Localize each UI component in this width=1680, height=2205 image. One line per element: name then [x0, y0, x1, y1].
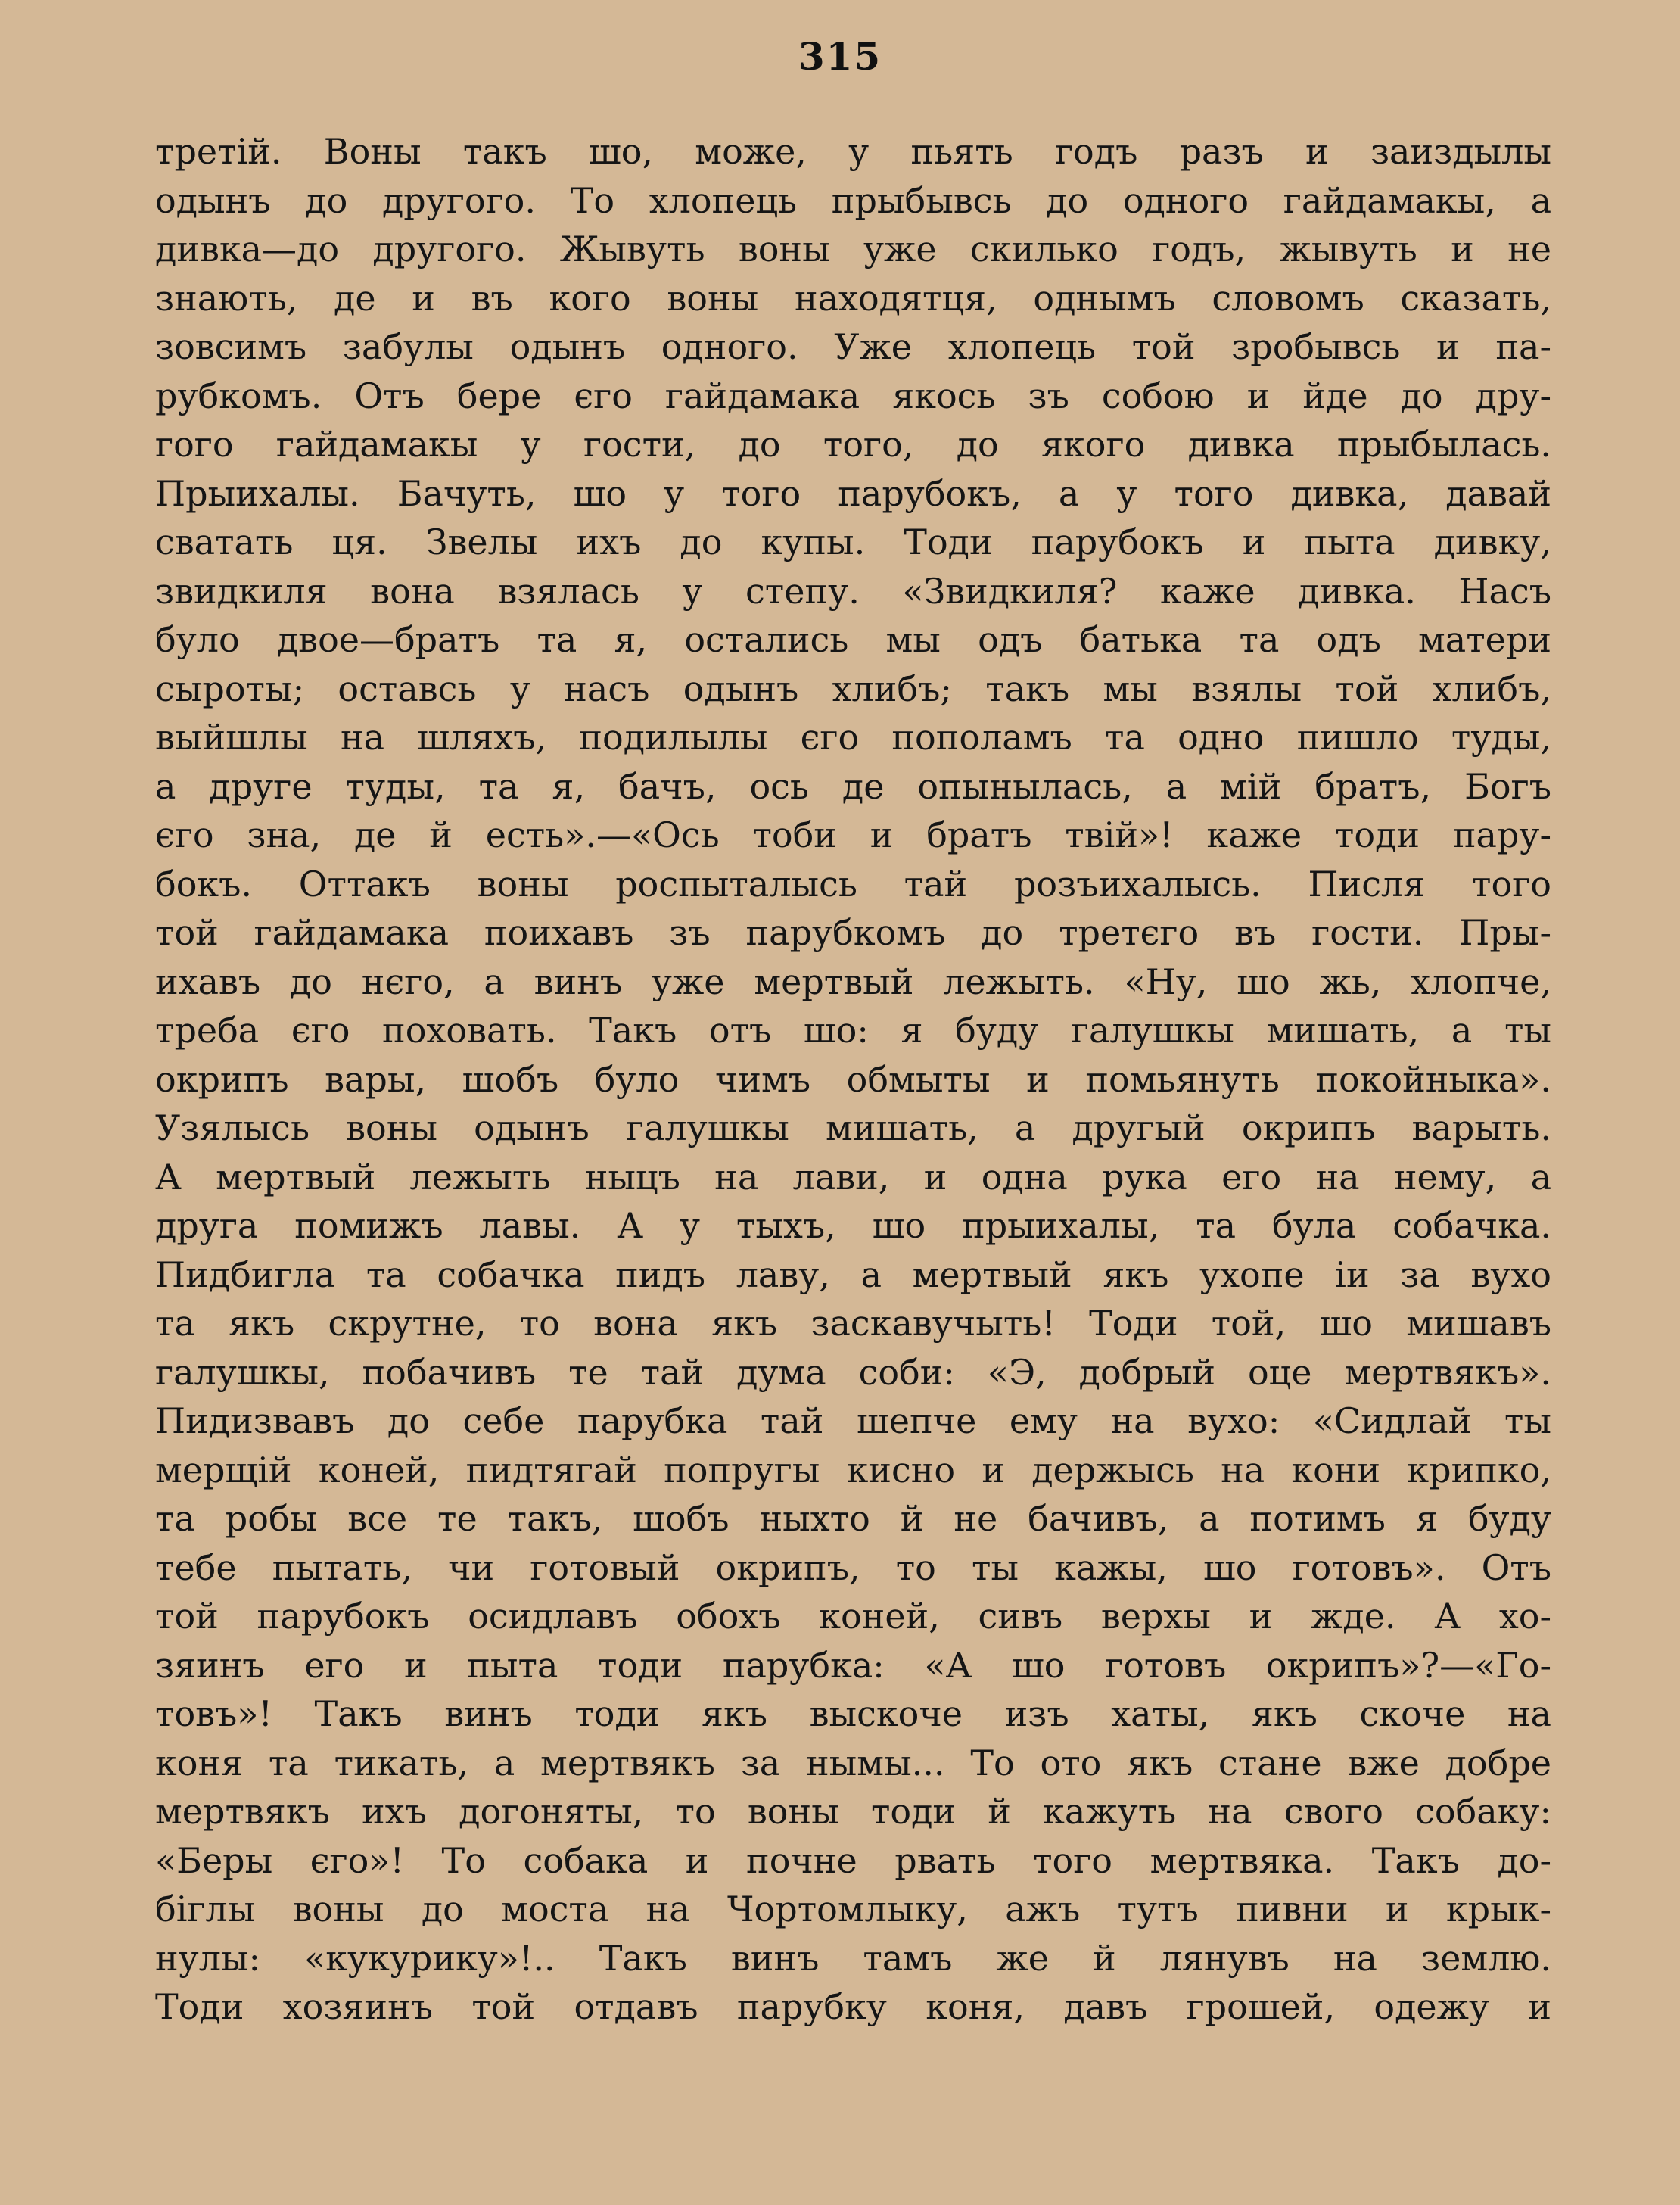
page-number: 315: [798, 34, 882, 79]
text-line: коня та тикать, а мертвякъ за нымы... То ото якъ стане вже добре: [155, 1742, 1551, 1783]
text-line: зовсимъ забулы одынъ одного. Уже хлопець той зробывсь и па-: [155, 326, 1551, 367]
text-line: зяинъ его и пыта тоди парубка: «А шо готовъ окрипъ»?—«Го-: [155, 1644, 1551, 1686]
text-line: «Беры єго»! То собака и почне рвать того мертвяка. Такъ до-: [155, 1839, 1551, 1881]
text-line: тебе пытать, чи готовый окрипъ, то ты кажы, шо готовъ». Отъ: [155, 1546, 1551, 1588]
text-line: бiглы воны до моста на Чортомлыку, ажъ тутъ пивни и крык-: [155, 1889, 1551, 1929]
text-line: нулы: «кукурику»!.. Такъ винъ тамъ же й лянувъ на землю.: [155, 1937, 1551, 1979]
text-line: ихавъ до нєго, а винъ уже мертвый лежыть. «Ну, шо жь, хлопче,: [155, 961, 1551, 1002]
text-line: мерщій коней, пидтягай попругы кисно и держысь на кони крипко,: [155, 1449, 1551, 1490]
text-line: выйшлы на шляхъ, подилылы єго пополамъ та одно пишло туды,: [155, 717, 1551, 758]
text-line: сыроты; оставсь у насъ одынъ хлибъ; такъ мы взялы той хлибъ,: [155, 668, 1551, 709]
text-line: мертвякъ ихъ догоняты, то воны тоди й кажуть на свого собаку:: [155, 1791, 1551, 1832]
text-line: галушкы, побачивъ те тай дума соби: «Э, добрый оце мертвякъ».: [155, 1351, 1551, 1393]
body-text: [155, 127, 1551, 2032]
text-line: звидкиля вона взялась у степу. «Звидкиля? каже дивка. Насъ: [155, 570, 1551, 612]
text-line: той гайдамака поихавъ зъ парубкомъ до третєго въ гости. Пры-: [155, 912, 1551, 953]
text-line: А мертвый лежыть ныцъ на лави, и одна рука его на нему, а: [155, 1156, 1551, 1197]
text-line: єго зна, де й есть».—«Ось тоби и братъ твій»! каже тоди пару-: [155, 814, 1551, 855]
text-line: Узялысь воны одынъ галушкы мишать, а другый окрипъ варыть.: [155, 1107, 1551, 1148]
text-line: бокъ. Оттакъ воны роспыталысь тай розъихалысь. Писля того: [155, 863, 1551, 905]
text-line: третій. Воны такъ шо, може, у пьять годъ разъ и заиздылы: [155, 131, 1551, 172]
text-line: а друге туды, та я, бачъ, ось де опынылась, а мій братъ, Богъ: [155, 765, 1551, 807]
text-line: дивка—до другого. Жывуть воны уже скилько годъ, жывуть и не: [155, 229, 1551, 269]
text-line: та якъ скрутне, то вона якъ заскавучыть! Тоди той, шо мишавъ: [155, 1303, 1551, 1344]
text-line: знають, де и въ кого воны находятця, однымъ словомъ сказать,: [155, 277, 1551, 319]
text-line: гого гайдамакы у гости, до того, до якого дивка прыбылась.: [155, 424, 1551, 465]
text-line: друга помижъ лавы. А у тыхъ, шо прыихалы, та була собачка.: [155, 1205, 1551, 1246]
text-line: сватать ця. Звелы ихъ до купы. Тоди парубокъ и пыта дивку,: [155, 522, 1551, 562]
text-line: Пидизвавъ до себе парубка тай шепче ему на вухо: «Сидлай ты: [155, 1400, 1551, 1441]
text-line: Тоди хозяинъ той отдавъ парубку коня, давъ грошей, одежу и: [155, 1986, 1551, 2027]
text-line: окрипъ вары, шобъ було чимъ обмыты и помьянуть покойныка».: [155, 1058, 1551, 1100]
text-line: товъ»! Такъ винъ тоди якъ выскоче изъ хаты, якъ скоче на: [155, 1693, 1551, 1734]
text-line: треба єго поховать. Такъ отъ шо: я буду галушкы мишать, а ты: [155, 1010, 1551, 1051]
text-line: одынъ до другого. То хлопець прыбывсь до одного гайдамакы, а: [155, 179, 1551, 221]
text-line: було двое—братъ та я, остались мы одъ батька та одъ матери: [155, 619, 1551, 660]
text-line: Пидбигла та собачка пидъ лаву, а мертвый якъ ухопе іи за вухо: [155, 1254, 1551, 1295]
text-line: той парубокъ осидлавъ обохъ коней, сивъ верхы и жде. А хо-: [155, 1596, 1551, 1637]
text-line: та робы все те такъ, шобъ ныхто й не бачивъ, а потимъ я буду: [155, 1498, 1551, 1539]
text-line: рубкомъ. Отъ бере єго гайдамака якось зъ собою и йде до дру-: [155, 375, 1551, 416]
text-line: Прыихалы. Бачуть, шо у того парубокъ, а у того дивка, давай: [155, 472, 1551, 514]
